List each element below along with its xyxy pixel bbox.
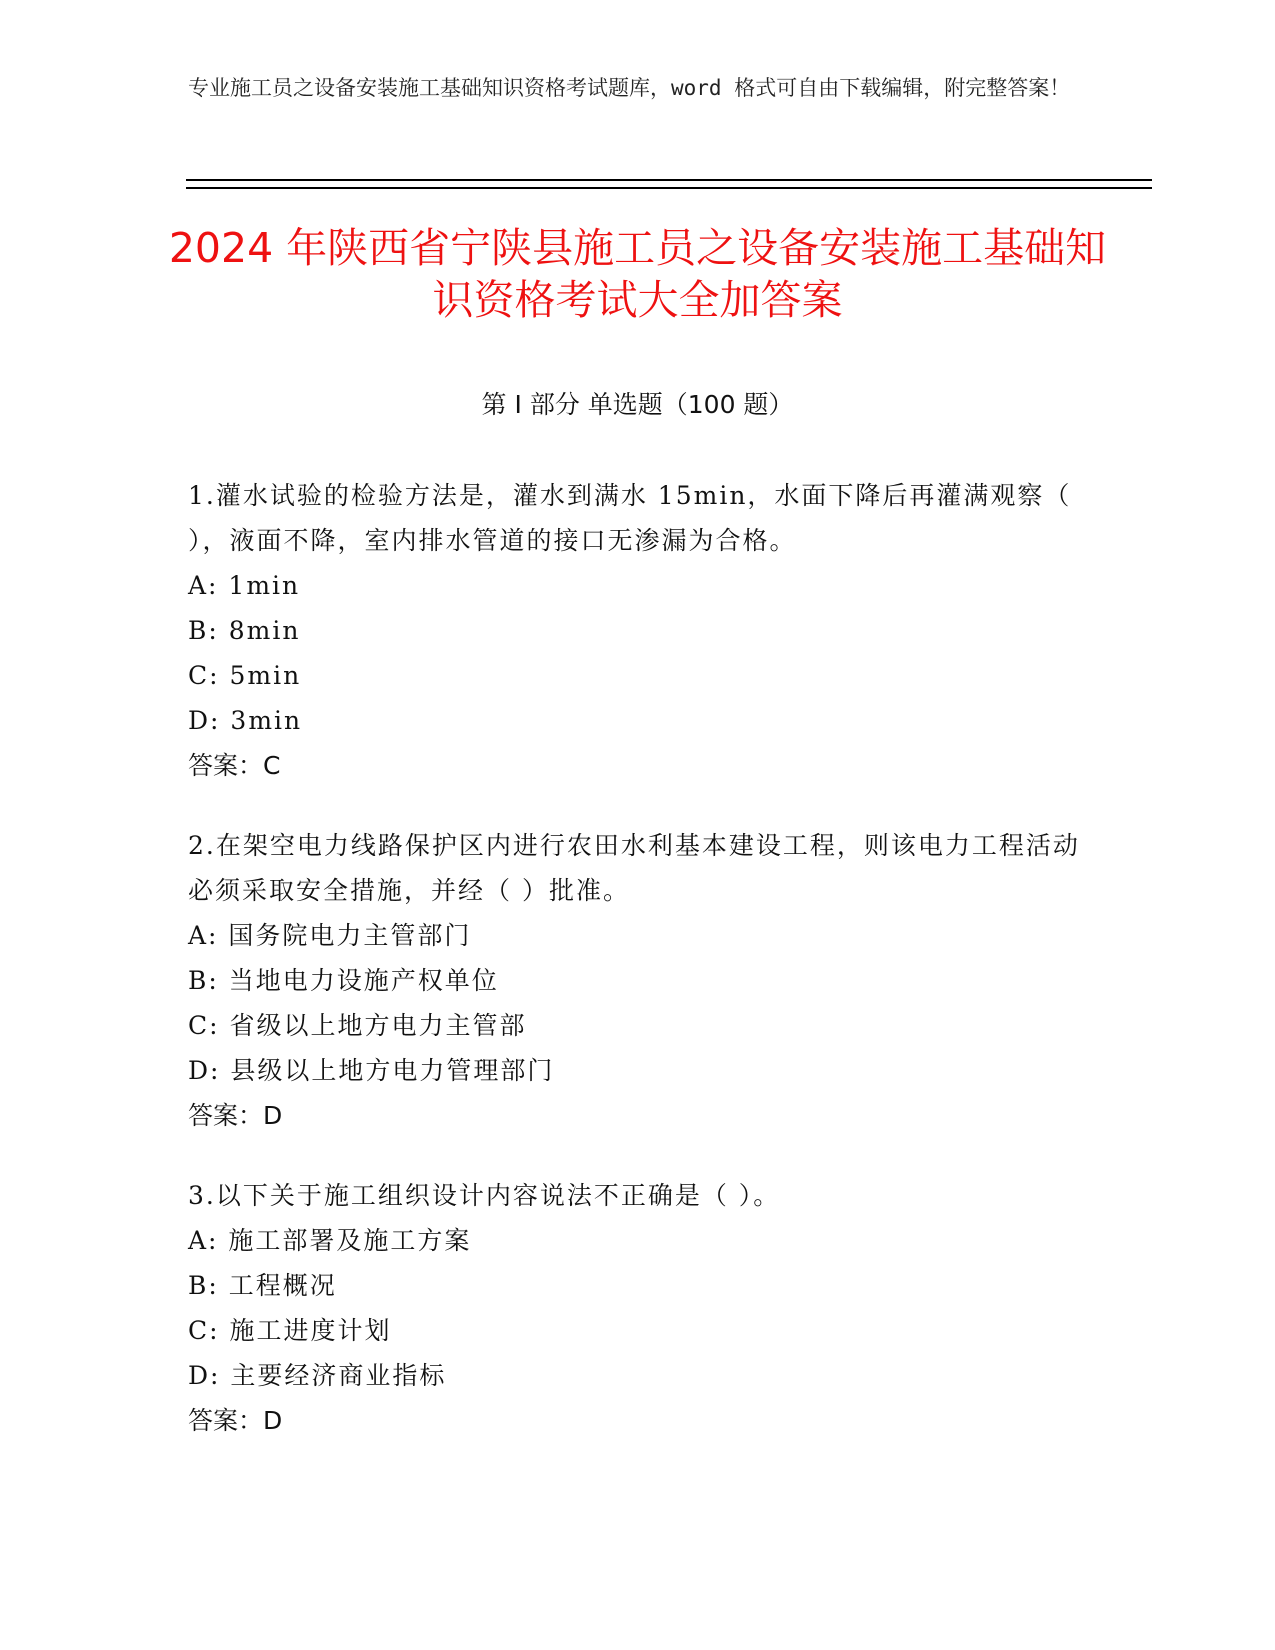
answer: 答案：D	[188, 1406, 283, 1435]
header-note: 专业施工员之设备安装施工基础知识资格考试题库，word 格式可自由下载编辑，附完整答案！	[188, 76, 1071, 100]
question-text: 3.以下关于施工组织设计内容说法不正确是（ ）。	[188, 1181, 781, 1210]
option-b: B: 工程概况	[188, 1271, 337, 1300]
option-b: B: 8min	[188, 616, 301, 645]
answer: 答案：D	[188, 1101, 283, 1130]
section-heading: 第 I 部分 单选题（100 题）	[481, 390, 794, 419]
question-list	[188, 473, 1088, 1478]
option-b: B: 当地电力设施产权单位	[188, 966, 499, 995]
question-item	[188, 473, 1088, 788]
document-title: 2024 年陕西省宁陕县施工员之设备安装施工基础知识资格考试大全加答案	[168, 224, 1107, 324]
option-a: A: 国务院电力主管部门	[188, 921, 472, 950]
header-rule-top	[186, 179, 1152, 181]
option-c: C: 施工进度计划	[188, 1316, 392, 1345]
answer: 答案：C	[188, 751, 281, 780]
option-d: D: 主要经济商业指标	[188, 1361, 447, 1390]
option-a: A: 1min	[188, 571, 301, 600]
option-d: D: 3min	[188, 706, 303, 735]
question-text: 2.在架空电力线路保护区内进行农田水利基本建设工程，则该电力工程活动必须采取安全措施，并经（ ）批准。	[188, 831, 1080, 905]
question-item	[188, 823, 1088, 1138]
option-c: C: 省级以上地方电力主管部	[188, 1011, 527, 1040]
question-item	[188, 1173, 1088, 1443]
question-text: 1.灌水试验的检验方法是，灌水到满水 15min，水面下降后再灌满观察（ ），液面不降，室内排水管道的接口无渗漏为合格。	[188, 481, 1072, 555]
option-d: D: 县级以上地方电力管理部门	[188, 1056, 555, 1085]
option-a: A: 施工部署及施工方案	[188, 1226, 472, 1255]
header-rule-bottom	[186, 187, 1152, 189]
option-c: C: 5min	[188, 661, 302, 690]
